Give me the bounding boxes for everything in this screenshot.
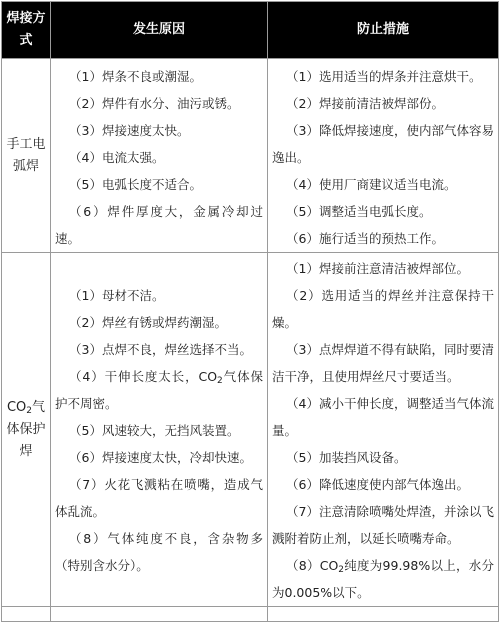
header-row: [2, 2, 499, 59]
measure-cell: [268, 59, 499, 253]
cause-item-post: 气体保护不周密。: [55, 369, 263, 411]
header-method: 焊接方式: [2, 2, 51, 59]
cause-item: （3）点焊不良，焊丝选择不当。: [69, 342, 252, 357]
cause-item: [55, 363, 263, 417]
method-text-pre: CO: [6, 399, 27, 415]
welding-defect-table: [1, 1, 499, 622]
cause-item: （6）焊接速度太快，冷却快速。: [69, 450, 252, 465]
method-text-post: 气体保护焊: [6, 399, 46, 459]
measure-cell: [268, 253, 499, 607]
cause-item: （5）电弧长度不适合。: [69, 177, 202, 192]
cause-item: （7）火花飞溅粘在喷嘴，造成气体乱流。: [55, 477, 263, 519]
measure-item: [272, 552, 494, 606]
cause-cell: [51, 253, 268, 607]
row-manual-arc-welding: [2, 59, 499, 253]
measure-item: （6）降低速度使内部气体逸出。: [286, 477, 469, 492]
cause-item: （1）母材不洁。: [69, 288, 165, 303]
cause-cell: [51, 59, 268, 253]
measure-item: （3）点焊焊道不得有缺陷，同时要清洁干净，且使用焊丝尺寸要适当。: [272, 342, 494, 384]
measure-item: （7）注意清除喷嘴处焊渣，并涂以飞溅附着防止剂，以延长喷嘴寿命。: [272, 504, 494, 546]
cause-item-pre: （4）干伸长度太长，CO: [69, 369, 218, 384]
measure-item: （2）焊接前清洁被焊部份。: [286, 96, 444, 111]
cause-item: （2）焊丝有锈或焊药潮湿。: [69, 315, 227, 330]
measure-item-post: 纯度为99.98%以上，水分为0.005%以下。: [272, 558, 494, 600]
row-co2-gas-shielded-welding: [2, 253, 499, 607]
cause-item: （2）焊件有水分、油污或锈。: [69, 96, 240, 111]
measure-item: （6）施行适当的预热工作。: [286, 231, 444, 246]
method-cell: 手工电弧焊: [2, 59, 51, 253]
cause-item-sub: 2: [217, 376, 223, 386]
cause-item: （5）风速较大，无挡风装置。: [69, 423, 240, 438]
cause-item: （4）电流太强。: [69, 150, 165, 165]
measure-item: （1）选用适当的焊条并注意烘干。: [286, 69, 482, 84]
measure-item: （5）加装挡风设备。: [286, 450, 407, 465]
measure-item: （5）调整适当电弧长度。: [286, 204, 432, 219]
cause-item: （8）气体纯度不良，含杂物多（特别含水分）。: [55, 531, 263, 573]
method-cell: [2, 253, 51, 607]
header-cause: 发生原因: [51, 2, 268, 59]
measure-item: （1）焊接前注意清洁被焊部位。: [286, 261, 469, 276]
measure-item: （3）降低焊接速度，使内部气体容易逸出。: [272, 123, 494, 165]
cause-item: （3）焊接速度太快。: [69, 123, 190, 138]
measure-item: （2）选用适当的焊丝并注意保持干燥。: [272, 288, 494, 330]
measure-item-pre: （8）CO: [286, 558, 339, 573]
measure-item: （4）使用厂商建议适当电流。: [286, 177, 457, 192]
header-measure: 防止措施: [268, 2, 499, 59]
cause-item: （1）焊条不良或潮湿。: [69, 69, 202, 84]
measure-item: （4）减小干伸长度，调整适当气体流量。: [272, 396, 494, 438]
measure-item-sub: 2: [338, 565, 345, 575]
method-text-sub: 2: [26, 405, 33, 416]
cause-item: （6）焊件厚度大，金属冷却过速。: [55, 204, 263, 246]
